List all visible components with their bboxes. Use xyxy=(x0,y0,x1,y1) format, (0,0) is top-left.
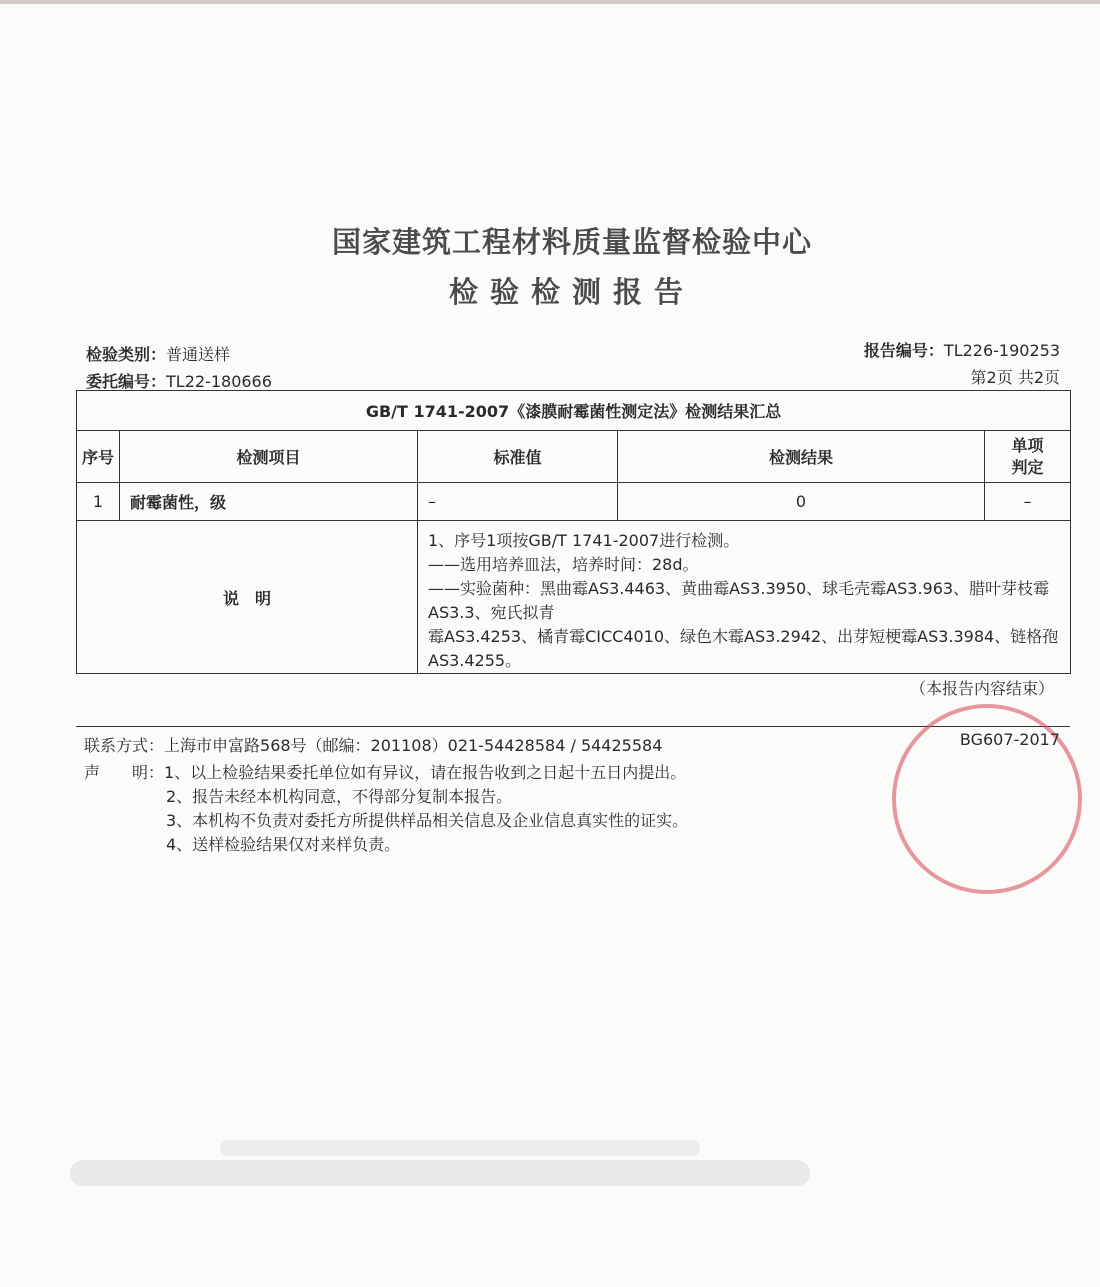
notes-content xyxy=(418,521,1071,674)
note-line: ——选用培养皿法，培养时间：28d。 xyxy=(428,555,699,574)
entrust-number-value: TL22-180666 xyxy=(166,372,272,391)
page-indicator: 第2页 共2页 xyxy=(970,368,1060,387)
row-seq: 1 xyxy=(77,483,120,521)
statement-item: 1、以上检验结果委托单位如有异议，请在报告收到之日起十五日内提出。 xyxy=(164,763,687,782)
header-result: 检测结果 xyxy=(618,431,985,483)
report-number-value: TL226-190253 xyxy=(943,341,1060,360)
footer-divider xyxy=(76,726,1070,727)
statement-item: 4、送样检验结果仅对来样负责。 xyxy=(166,835,401,854)
header-judge xyxy=(985,431,1071,483)
institution-title: 国家建筑工程材料质量监督检验中心 xyxy=(331,225,812,259)
table-row xyxy=(77,483,1071,521)
row-standard: – xyxy=(418,483,618,521)
report-title: 检验检测报告 xyxy=(448,275,695,309)
row-judge: – xyxy=(985,483,1071,521)
table-caption: GB/T 1741-2007《漆膜耐霉菌性测定法》检测结果汇总 xyxy=(77,391,1071,431)
entrust-number-label: 委托编号： xyxy=(86,372,167,391)
statement-item: 2、报告未经本机构同意，不得部分复制本报告。 xyxy=(166,787,513,806)
inspection-category-value: 普通送样 xyxy=(166,345,231,364)
statement-item: 3、本机构不负责对委托方所提供样品相关信息及企业信息真实性的证实。 xyxy=(166,811,689,830)
report-number xyxy=(864,338,1060,361)
note-line: 霉AS3.4253、橘青霉CICC4010、绿色木霉AS3.2942、出芽短梗霉AS3.3984、链格孢AS3.4255。 xyxy=(428,627,1059,670)
inspection-category-label: 检验类别： xyxy=(86,345,167,364)
header-standard: 标准值 xyxy=(418,431,618,483)
header-judge-line2: 判定 xyxy=(1011,457,1044,477)
end-of-report-note: （本报告内容结束） xyxy=(909,679,1054,698)
contact-label: 联系方式： xyxy=(84,736,165,755)
inspection-category xyxy=(86,342,230,365)
contact-line xyxy=(84,733,662,756)
header-item: 检测项目 xyxy=(120,431,418,483)
results-table xyxy=(76,390,1071,674)
notes-label: 说 明 xyxy=(77,521,418,674)
report-number-label: 报告编号： xyxy=(863,341,944,360)
row-result: 0 xyxy=(618,483,985,521)
entrust-number xyxy=(86,369,272,392)
statement-line xyxy=(84,760,686,783)
note-line: 1、序号1项按GB/T 1741-2007进行检测。 xyxy=(428,531,740,550)
statement-label: 声 明： xyxy=(84,763,165,782)
note-line: ——实验菌种：黑曲霉AS3.4463、黄曲霉AS3.3950、球毛壳霉AS3.963、腊叶芽枝霉AS3.3、宛氏拟青 xyxy=(428,579,1050,622)
top-edge-line xyxy=(0,0,1100,4)
form-code: BG607-2017 xyxy=(959,730,1060,749)
header-judge-line1: 单项 xyxy=(1011,435,1044,455)
bleed-through-smudge xyxy=(60,1130,820,1220)
contact-value: 上海市申富路568号（邮编：201108）021-54428584 / 54425584 xyxy=(164,736,663,755)
header-seq: 序号 xyxy=(77,431,120,483)
row-item: 耐霉菌性，级 xyxy=(120,483,418,521)
